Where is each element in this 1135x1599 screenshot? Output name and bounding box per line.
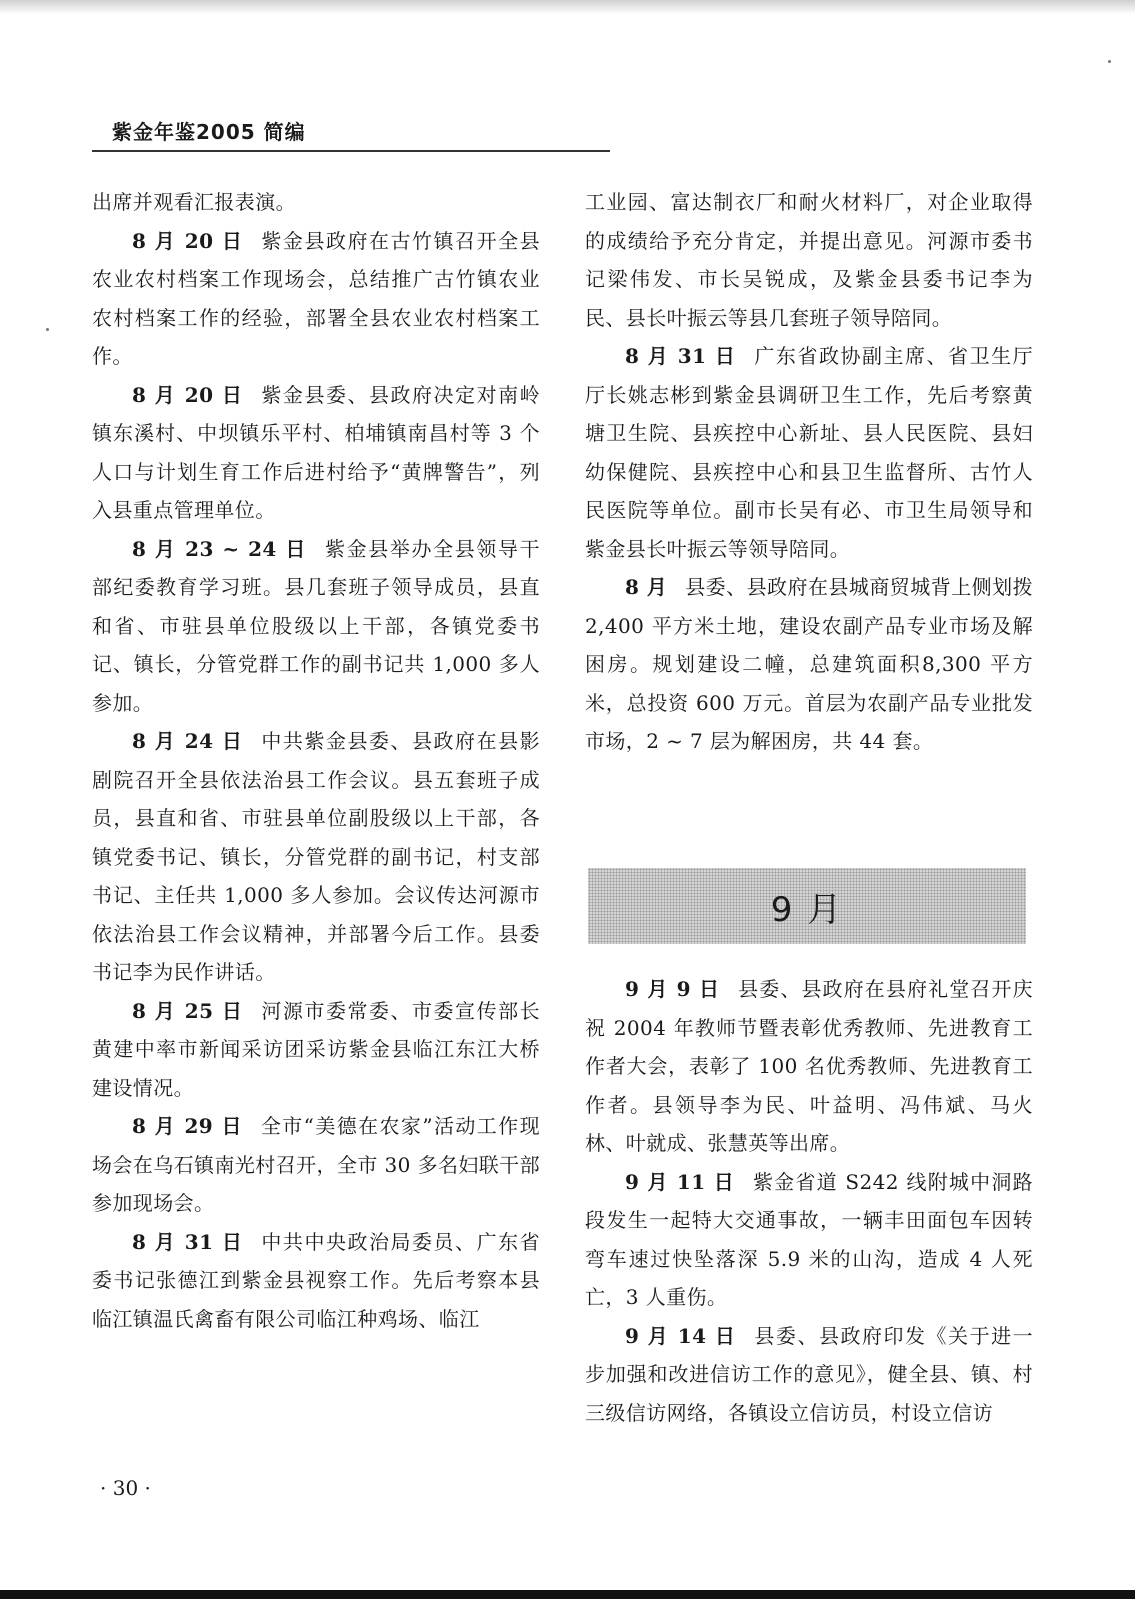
entry-text: 中共紫金县委、县政府在县影剧院召开全县依法治县工作会议。县五套班子成员，县直和省、市驻县单位副股级以上干部，各镇党委书记、镇长，分管党群的副书记，村支部书记、主任共 1,000 多人参加。会议传达河源市依法治县工作会议精神，并部署今后工作。县委书记李为民作讲话。: [92, 729, 541, 984]
entry-paragraph: [92, 183, 540, 222]
entry-date: 9 月 11 日: [625, 1169, 735, 1194]
entry-paragraph: [92, 992, 540, 1108]
entry-paragraph: [585, 183, 1033, 337]
entry-date: 8 月 20 日: [132, 382, 244, 407]
scan-top-edge: [0, 0, 1135, 14]
entry-date: 8 月 29 日: [132, 1114, 243, 1138]
right-column-bottom: [585, 970, 1033, 1432]
month-section-banner: [588, 868, 1026, 944]
entry-date: 8 月 24 日: [132, 729, 244, 753]
month-banner-label: 9 月: [770, 889, 844, 930]
entry-paragraph: [92, 222, 540, 376]
entry-date: 8 月: [625, 575, 668, 599]
page-number: · 30 ·: [100, 1476, 151, 1500]
entry-paragraph: [92, 530, 540, 723]
entry-date: 8 月 31 日: [132, 1229, 244, 1254]
scan-speck: [46, 328, 49, 331]
entry-text: 出席并观看汇报表演。: [92, 190, 296, 214]
entry-paragraph: [585, 337, 1033, 568]
entry-text: 中共中央政治局委员、广东省委书记张德江到紫金县视察工作。先后考察本县临江镇温氏禽畜有限公司临江种鸡场、临江: [92, 1229, 541, 1331]
scan-bottom-edge: [0, 1590, 1135, 1599]
entry-paragraph: [92, 1223, 540, 1339]
entry-date: 9 月 14 日: [625, 1323, 737, 1348]
entry-text: 工业园、富达制衣厂和耐火材料厂，对企业取得的成绩给予充分肯定，并提出意见。河源市委书记梁伟发、市长吴锐成，及紫金县委书记李为民、县长叶振云等县几套班子领导陪同。: [585, 190, 1033, 330]
right-column-top: [585, 183, 1033, 761]
running-header-title: 紫金年鉴2005 简编: [112, 120, 306, 144]
entry-text: 县委、县政府印发《关于进一步加强和改进信访工作的意见》，健全县、镇、村三级信访网络，各镇设立信访员，村设立信访: [585, 1323, 1034, 1425]
entry-text: 紫金县举办全县领导干部纪委教育学习班。县几套班子领导成员，县直和省、市驻县单位股级以上干部，各镇党委书记、镇长，分管党群工作的副书记共 1,000 多人参加。: [92, 536, 541, 715]
entry-text: 紫金县政府在古竹镇召开全县农业农村档案工作现场会，总结推广古竹镇农业农村档案工作的经验，部署全县农业农村档案工作。: [92, 228, 541, 368]
entry-text: 紫金省道 S242 线附城中洞路段发生一起特大交通事故，一辆丰田面包车因转弯车速过快坠落深 5.9 米的山沟，造成 4 人死亡，3 人重伤。: [585, 1169, 1033, 1309]
entry-text: 全市“美德在农家”活动工作现场会在乌石镇南光村召开，全市 30 多名妇联干部参加现场会。: [92, 1114, 540, 1215]
entry-text: 广东省政协副主席、省卫生厅厅长姚志彬到紫金县调研卫生工作，先后考察黄塘卫生院、县疾控中心新址、县人民医院、县妇幼保健院、县疾控中心和县卫生监督所、古竹人民医院等单位。副市长吴有必、市卫生局领导和紫金县长叶振云等领导陪同。: [585, 344, 1034, 561]
entry-date: 8 月 31 日: [625, 344, 737, 368]
entry-text: 县委、县政府在县城商贸城背上侧划拨 2,400 平方米土地，建设农副产品专业市场及解困房。规划建设二幢，总建筑面积8,300 平方米，总投资 600 万元。首层为农副产品专业批发市场，2 ~ 7 层为解困房，共 44 套。: [585, 575, 1033, 753]
entry-paragraph: [92, 376, 540, 530]
scan-speck: [1108, 60, 1111, 63]
header-rule: [92, 150, 610, 152]
entry-date: 8 月 25 日: [132, 998, 244, 1023]
entry-paragraph: [585, 568, 1033, 761]
left-column: [92, 183, 540, 1338]
entry-text: 紫金县委、县政府决定对南岭镇东溪村、中坝镇乐平村、柏埔镇南昌村等 3 个人口与计划生育工作后进村给予“黄牌警告”，列入县重点管理单位。: [92, 382, 541, 522]
entry-paragraph: [585, 1317, 1033, 1433]
entry-text: 河源市委常委、市委宣传部长黄建中率市新闻采访团采访紫金县临江东江大桥建设情况。: [92, 998, 541, 1100]
entry-paragraph: [92, 1107, 540, 1223]
entry-date: 9 月 9 日: [625, 977, 721, 1001]
entry-date: 8 月 23 ~ 24 日: [132, 536, 307, 561]
entry-paragraph: [92, 722, 540, 992]
entry-paragraph: [585, 970, 1033, 1163]
entry-paragraph: [585, 1163, 1033, 1317]
entry-text: 县委、县政府在县府礼堂召开庆祝 2004 年教师节暨表彰优秀教师、先进教育工作者大会，表彰了 100 名优秀教师、先进教育工作者。县领导李为民、叶益明、冯伟斌、马火林、叶就成、张慧英等出席。: [585, 977, 1033, 1155]
entry-date: 8 月 20 日: [132, 228, 244, 253]
